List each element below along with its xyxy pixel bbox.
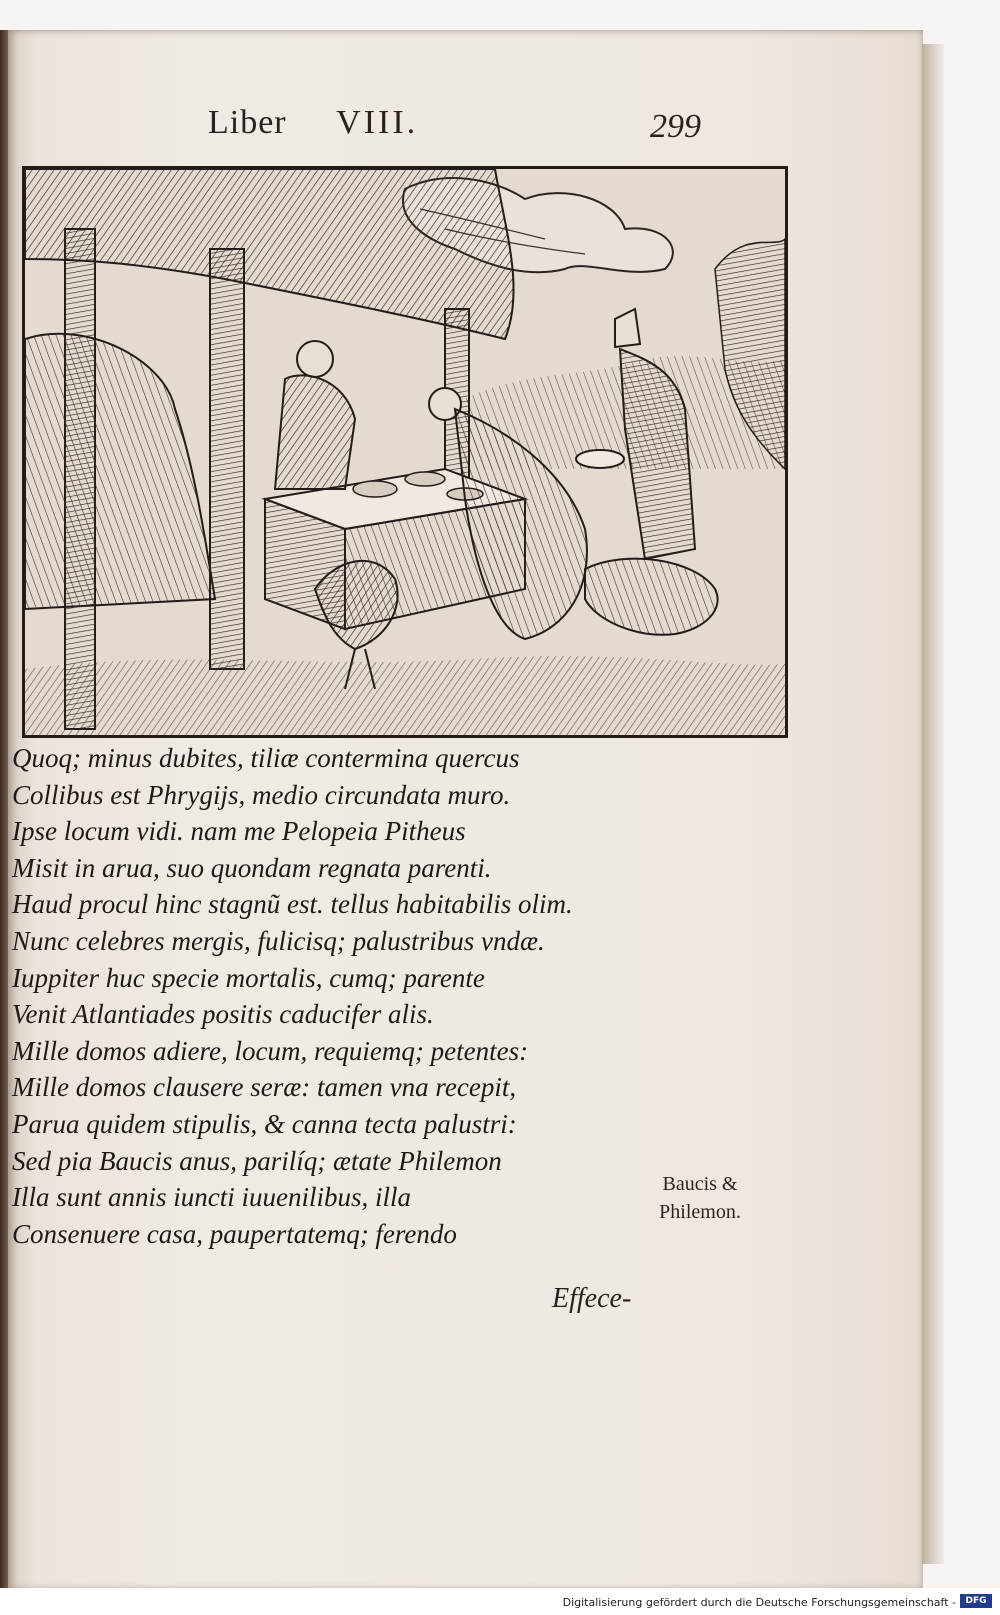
verse-line: Collibus est Phrygijs, medio circundata muro. [12,779,511,810]
verse-line: Venit Atlantiades positis caducifer alis. [12,999,434,1030]
marginal-note-line: Baucis & [662,1173,738,1195]
page-number: 299 [650,108,701,145]
verse-line: Haud procul hinc stagnũ est. tellus habitabilis olim. [12,889,573,920]
verse-line: Iuppiter huc specie mortalis, cumq; parente [12,962,485,993]
verse-text [12,740,612,1252]
marginal-note-line: Philemon. [659,1201,741,1223]
verse-line: Parua quidem stipulis, & canna tecta palustri: [12,1108,517,1139]
book-number: VIII. [336,104,419,141]
verse-line: Nunc celebres mergis, fulicisq; palustribus vndæ. [12,925,545,956]
verse-line: Sed pia Baucis anus, parilíq; ætate Philemon [12,1145,502,1176]
verse-line: Mille domos adiere, locum, requiemq; petentes: [12,1035,529,1066]
marginal-note [630,1170,770,1226]
digitization-footer [0,1588,1000,1615]
woodcut-illustration [22,166,788,738]
verse-line: Quoq; minus dubites, tiliæ contermina quercus [12,743,520,773]
catchword: Effece- [552,1283,632,1314]
verse-line: Ipse locum vidi. nam me Pelopeia Pitheus [12,816,466,847]
footer-credit: Digitalisierung gefördert durch die Deutsche Forschungsgemeinschaft - [562,1596,956,1609]
page-edge [922,44,944,1564]
verse-line: Illa sunt annis iuncti iuuenilibus, illa [12,1182,412,1213]
running-head [208,104,418,142]
verse-line: Mille domos clausere seræ: tamen vna recepit, [12,1072,517,1103]
running-title: Liber [208,104,287,141]
verse-line: Misit in arua, suo quondam regnata parenti. [12,852,492,883]
dfg-logo-icon: DFG [960,1594,992,1608]
woodcut-illustration-icon [25,169,785,735]
verse-line: Consenuere casa, paupertatemq; ferendo [12,1218,457,1249]
